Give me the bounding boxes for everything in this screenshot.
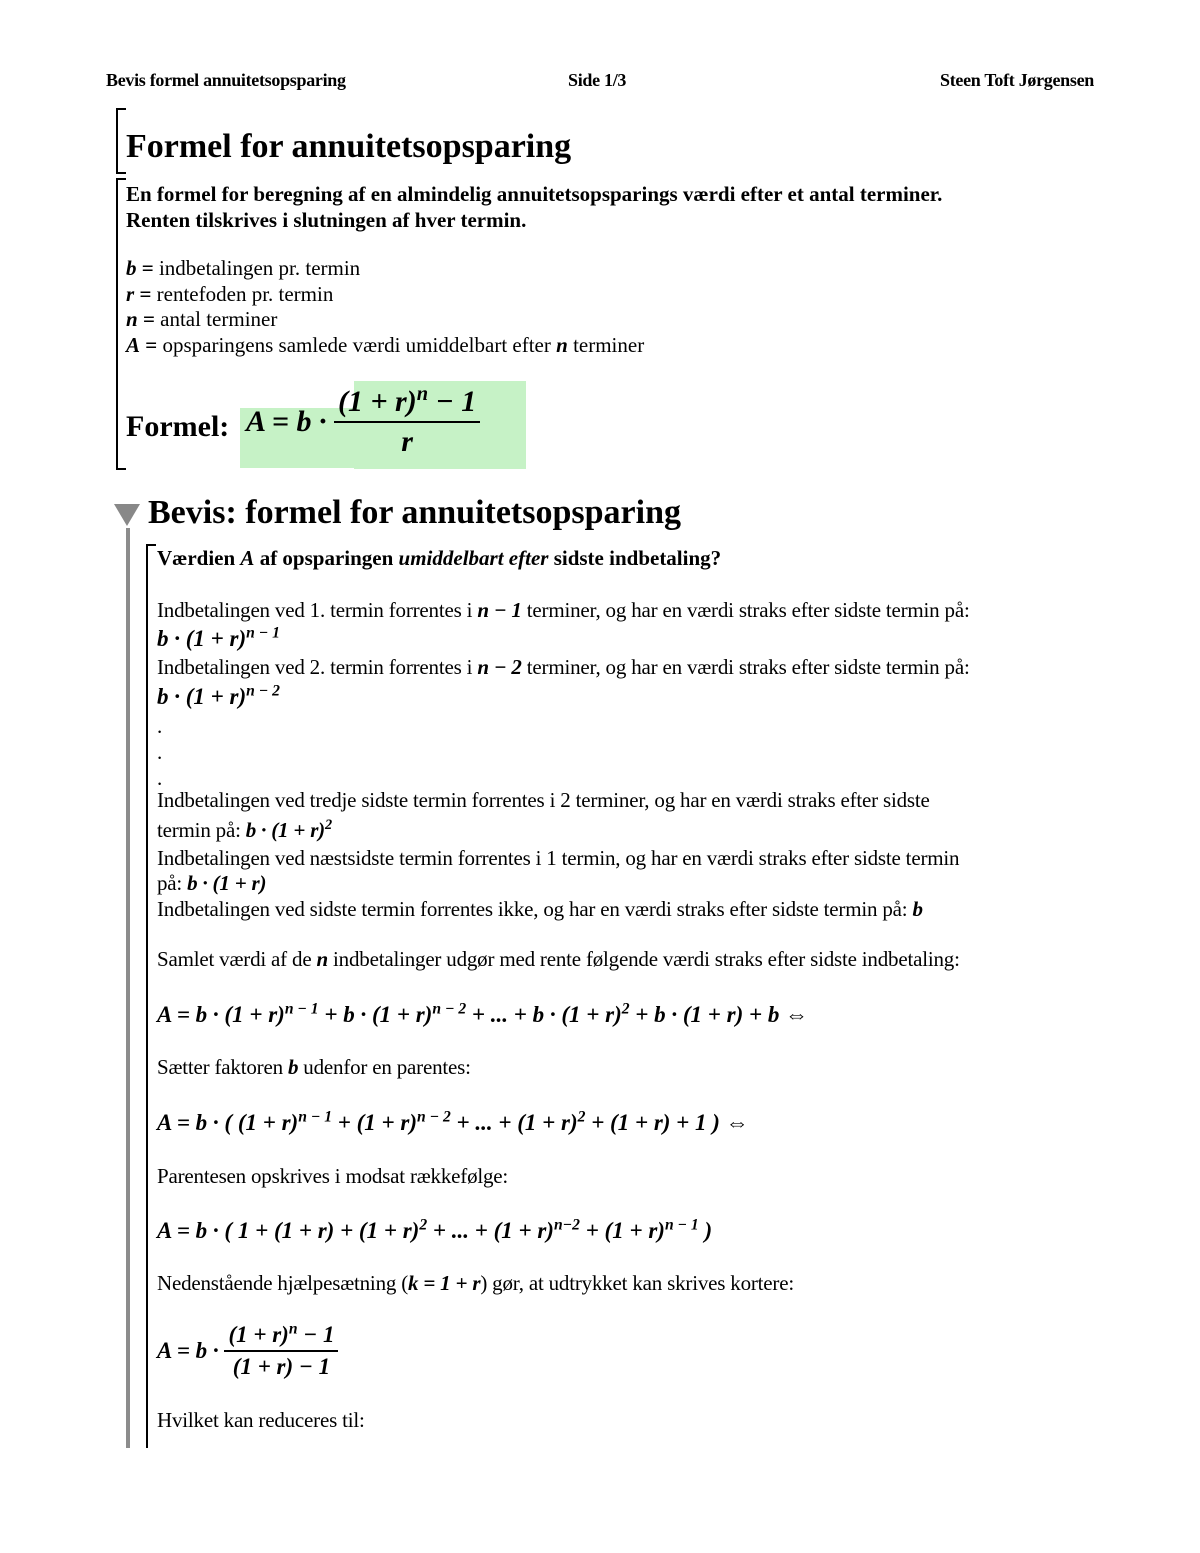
proof-line-2: Indbetalingen ved 2. termin forrentes i n − 2 terminer, og har en værdi straks efter sidste termin på:: [157, 655, 970, 679]
expression-1: $b \cdot (1 + r)^{n - 1}$: [157, 624, 280, 651]
proof-line-3-cont: termin på: $b \cdot (1 + r)^2$: [157, 817, 332, 842]
definitions-list: [126, 256, 644, 358]
ellipsis-dot: .: [157, 740, 163, 764]
proof-line-5: Indbetalingen ved sidste termin forrentes ikke, og har en værdi straks efter sidste termin på: b: [157, 897, 923, 921]
nedenstaaende-text: Nedenstående hjælpesætning (k = 1 + r) gør, at udtrykket kan skrives kortere:: [157, 1271, 794, 1295]
definition-n: n = antal terminer: [126, 307, 278, 331]
definition-r: r = rentefoden pr. termin: [126, 281, 334, 306]
equation-B-factored[interactable]: A = b · ( $(1 + r)^{n - 1} + (1 + r)^{n - 2}$ + ... + $(1 + r)^2 + (1 + r) + 1$ ) ⇔: [157, 1108, 749, 1135]
collapse-triangle-icon[interactable]: [114, 504, 140, 526]
intro-line-2: Renten tilskrives i slutningen af hver termin.: [126, 208, 527, 232]
annuity-formula[interactable]: [246, 382, 480, 459]
definition-A: A = opsparingens samlede værdi umiddelbart efter n terminer: [126, 332, 645, 357]
proof-line-4-cont: på: b · (1 + r): [157, 871, 267, 895]
intro-line-1: En formel for beregning af en almindelig annuitetsopsparings værdi efter et antal terminer.: [126, 182, 943, 206]
formula-fraction: [334, 382, 480, 459]
intro-text: [126, 181, 942, 233]
proof-group-bracket[interactable]: [146, 544, 156, 1448]
header-page-number: Side 1/3: [568, 70, 627, 90]
proof-question: Værdien A af opsparingen umiddelbart efter sidste indbetaling?: [157, 546, 722, 570]
equation-D-denominator: (1 + r) − 1: [232, 1354, 331, 1379]
equation-A-sum[interactable]: $A = b \cdot (1 + r)^{n - 1} + b \cdot (1 + r)^{n - 2}$ + ... + $b \cdot (1 + r)^2 + b \cdot (1 + r) + b$ ⇔: [157, 1000, 809, 1027]
section-collapse-bar[interactable]: [126, 528, 130, 1448]
formula-lhs: A = b ·: [246, 405, 327, 438]
equation-D-fraction[interactable]: A = b · $\frac{(1 + r)^n - 1}{(1 + r) - 1}$: [157, 1322, 338, 1380]
expression-2: $b \cdot (1 + r)^{n - 2}$: [157, 682, 280, 709]
equation-C-reversed[interactable]: A = b · ( $1 + (1 + r) + (1 + r)^2$ + ... + $(1 + r)^{n-2} + (1 + r)^{n - 1}$ ): [157, 1216, 713, 1243]
header-author: Steen Toft Jørgensen: [939, 70, 1094, 90]
formula-denominator: r: [401, 425, 413, 458]
saetter-text: Sætter faktoren b udenfor en parentes:: [157, 1055, 471, 1079]
section-group-bracket[interactable]: [116, 178, 126, 470]
proof-line-3: Indbetalingen ved tredje sidste termin forrentes i 2 terminer, og har en værdi straks efter sidste: [157, 788, 930, 812]
title-group-bracket[interactable]: [116, 108, 126, 174]
samlet-text: Samlet værdi af de n indbetalinger udgør med rente følgende værdi straks efter sidste indbetaling:: [157, 947, 960, 971]
equation-D-numerator: $(1 + r)^n - 1$: [224, 1322, 338, 1352]
ellipsis-dot: .: [157, 714, 163, 738]
hvilket-text: Hvilket kan reduceres til:: [157, 1408, 365, 1432]
formula-numerator: $(1 + r)^n - 1$: [334, 385, 480, 423]
proof-line-4: Indbetalingen ved næstsidste termin forrentes i 1 termin, og har en værdi straks efter sidste termin: [157, 846, 960, 870]
formula-label: Formel:: [126, 410, 230, 443]
proof-title: Bevis: formel for annuitetsopsparing: [148, 494, 681, 531]
definition-b: b = indbetalingen pr. termin: [126, 256, 361, 280]
header-left: Bevis formel annuitetsopsparing: [106, 70, 346, 90]
proof-line-1: Indbetalingen ved 1. termin forrentes i n − 1 terminer, og har en værdi straks efter sidste termin på:: [157, 598, 970, 622]
parentesen-text: Parentesen opskrives i modsat rækkefølge:: [157, 1164, 509, 1188]
ellipsis-dot: .: [157, 766, 163, 790]
equation-D-frac: [224, 1322, 338, 1380]
section-title: Formel for annuitetsopsparing: [126, 128, 572, 165]
